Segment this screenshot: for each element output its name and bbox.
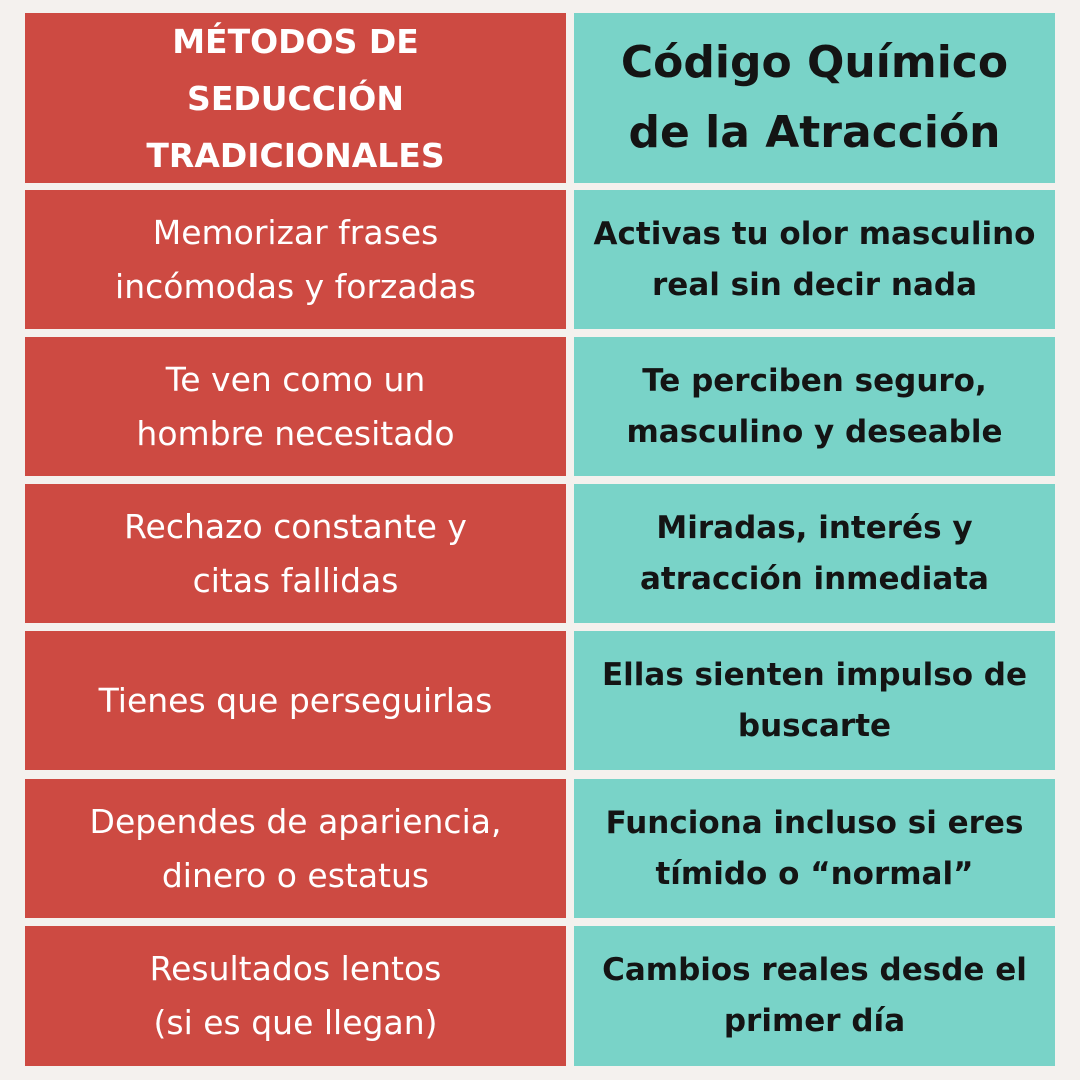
row-6-traditional [25, 926, 566, 1066]
row-2-traditional-text [126, 353, 464, 461]
row-line: Dependes de apariencia, [89, 801, 502, 841]
header-chemical-code [574, 13, 1055, 183]
header-chemical-code-title [615, 28, 1014, 168]
row-line: masculino y deseable [626, 413, 1003, 450]
row-line: Activas tu olor masculino [593, 215, 1036, 252]
row-6-chemical-text [596, 945, 1033, 1047]
header-traditional-line: SEDUCCIÓN [187, 78, 404, 118]
row-line: Rechazo constante y [124, 506, 467, 546]
row-line: Te ven como un [165, 359, 426, 399]
row-5-chemical-text [600, 798, 1030, 900]
row-4-chemical [574, 631, 1055, 770]
row-line: tímido o “normal” [655, 855, 974, 892]
row-line: Resultados lentos [149, 949, 442, 988]
header-traditional-line: MÉTODOS DE [172, 21, 419, 61]
row-line: Cambios reales desde el [602, 952, 1027, 988]
row-1-chemical [574, 190, 1055, 329]
row-line: (si es que llegan) [153, 1003, 438, 1042]
row-6-traditional-text [140, 942, 452, 1050]
row-line: Te perciben seguro, [642, 362, 987, 399]
row-line: hombre necesitado [136, 413, 455, 453]
header-traditional-methods-title [136, 13, 454, 184]
header-traditional-methods [25, 13, 566, 183]
row-3-traditional [25, 484, 566, 623]
row-3-traditional-text [114, 500, 477, 608]
row-5-traditional-text [80, 795, 512, 903]
row-6-chemical [574, 926, 1055, 1066]
row-2-traditional [25, 337, 566, 476]
row-5-traditional [25, 779, 566, 918]
row-line: Miradas, interés y [656, 509, 973, 546]
row-3-chemical-text [634, 503, 995, 605]
row-line: dinero o estatus [161, 855, 430, 895]
row-line: citas fallidas [192, 560, 399, 600]
row-line: primer día [723, 1003, 906, 1039]
row-line: atracción inmediata [640, 560, 989, 597]
row-5-chemical [574, 779, 1055, 918]
row-line: real sin decir nada [652, 266, 977, 303]
header-traditional-line: TRADICIONALES [146, 135, 445, 175]
row-line: Tienes que perseguirlas [98, 680, 493, 720]
row-1-chemical-text [588, 209, 1042, 311]
row-line: buscarte [737, 707, 892, 744]
row-1-traditional [25, 190, 566, 329]
row-line: incómodas y forzadas [115, 266, 476, 306]
row-2-chemical [574, 337, 1055, 476]
row-line: Ellas sienten impulso de [601, 656, 1028, 693]
row-1-traditional-text [105, 206, 486, 314]
header-chemical-line: Código Químico [620, 37, 1009, 88]
row-4-traditional [25, 631, 566, 770]
header-chemical-line: de la Atracción [628, 107, 1001, 158]
row-line: Funciona incluso si eres [605, 804, 1024, 841]
row-4-traditional-text [89, 674, 503, 728]
row-4-chemical-text [596, 650, 1033, 752]
row-line: Memorizar frases [152, 212, 439, 252]
row-2-chemical-text [621, 356, 1009, 458]
row-3-chemical [574, 484, 1055, 623]
